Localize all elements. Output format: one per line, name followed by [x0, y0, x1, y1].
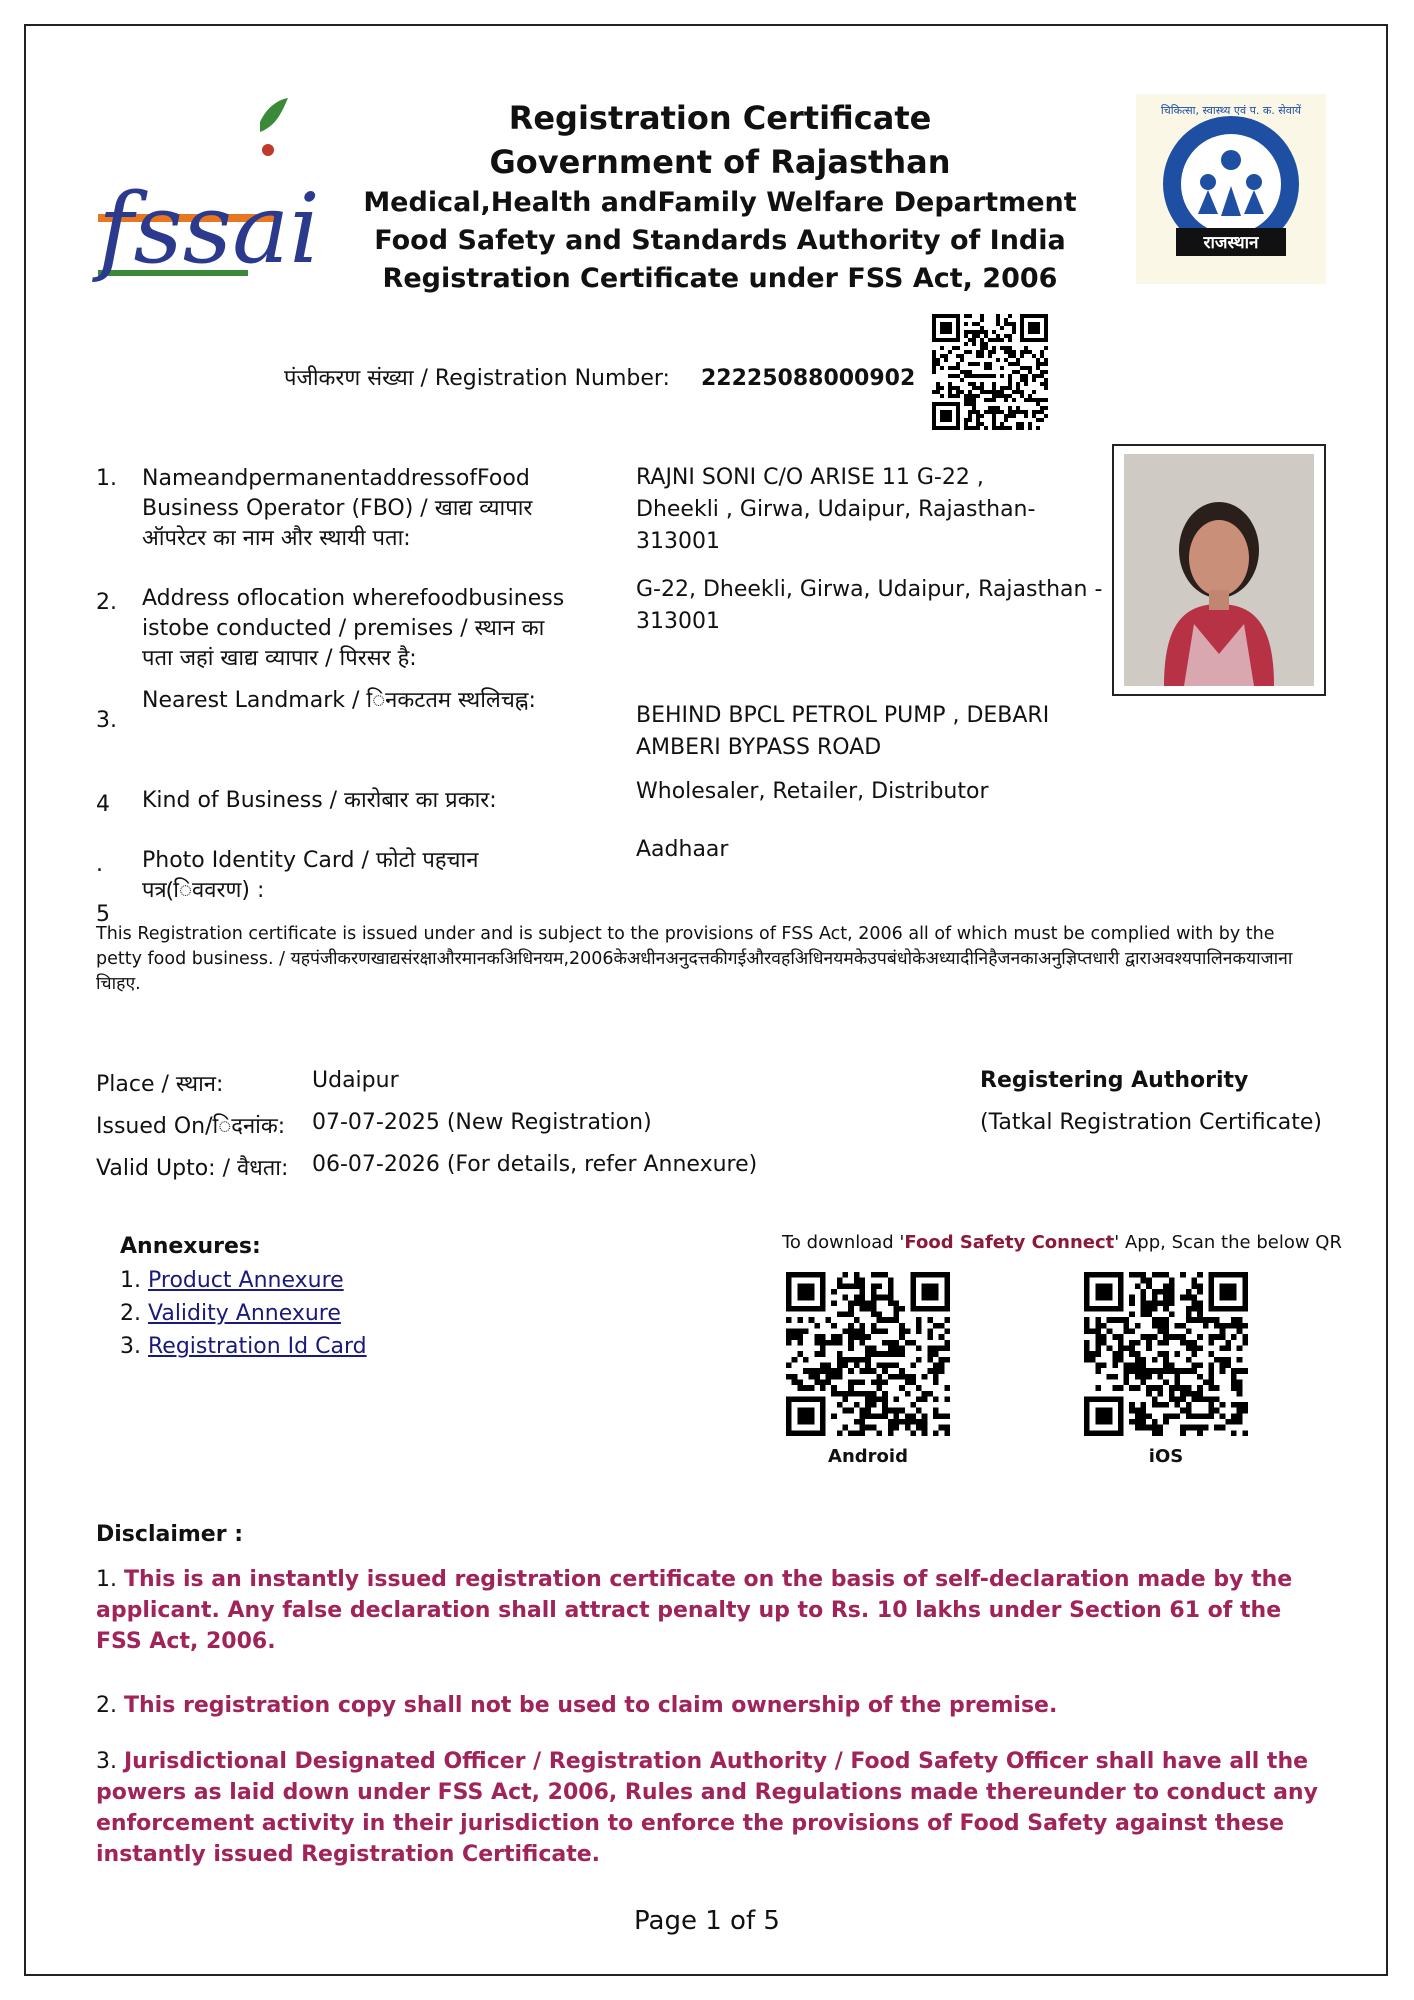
field-number: .: [96, 852, 103, 877]
field-number: 5: [96, 902, 110, 927]
applicant-photo: [1112, 444, 1326, 696]
field-value-premises: G-22, Dheekli, Girwa, Udaipur, Rajasthan - 313001: [636, 577, 1103, 634]
certificate-border: [24, 24, 1388, 1976]
annexure-item: [120, 1334, 367, 1359]
disclaimer-number: 2.: [96, 1693, 117, 1718]
android-label: Android: [828, 1446, 908, 1467]
field-label-photo-id: Photo Identity Card / फोटो पहचान पत्र(िववरण) :: [142, 848, 479, 903]
disclaimer-number: 1.: [96, 1567, 117, 1592]
disclaimer-number: 3.: [96, 1749, 117, 1774]
field-number: 4: [96, 792, 110, 817]
disclaimer-text: Jurisdictional Designated Officer / Registration Authority / Food Safety Officer shall have all the powers as laid down under FSS Act, 2006, Rules and Regulations made thereunder to conduct any enforcement activity in their jurisdiction to enforce the provisions of Food Safety against these instantly issued Registration Certificate.: [96, 1749, 1318, 1867]
field-value-landmark: BEHIND BPCL PETROL PUMP , DEBARI AMBERI BYPASS ROAD: [636, 703, 1050, 760]
field-number: 1.: [96, 466, 117, 491]
disclaimer-text: This is an instantly issued registration certificate on the basis of self-declaration made by the applicant. Any false declaration shall attract penalty up to Rs. 10 lakhs under Section 61 of the FSS Act, 2006.: [96, 1567, 1293, 1654]
field-value-photo-id: Aadhaar: [636, 837, 729, 862]
header-block: [340, 96, 1100, 298]
registration-number: 22225088000902: [700, 366, 916, 391]
header-government: Government of Rajasthan: [489, 143, 951, 181]
emblem-label: राजस्थान: [1203, 233, 1259, 253]
page-number: Page 1 of 5: [634, 1906, 780, 1936]
app-download-note: To download 'Food Safety Connect' App, Scan the below QR: [782, 1232, 1342, 1253]
valid-value: 06-07-2026 (For details, refer Annexure): [312, 1152, 758, 1177]
field-label-business-kind: Kind of Business / कारोबार का प्रकार:: [142, 788, 497, 813]
field-value-fbo-name: RAJNI SONI C/O ARISE 11 G-22 , Dheekli , Girwa, Udaipur, Rajasthan-313001: [636, 465, 1036, 554]
issued-label: Issued On/िदनांक:: [96, 1114, 286, 1139]
validity-annexure-link[interactable]: Validity Annexure: [148, 1301, 341, 1326]
header-authority: Food Safety and Standards Authority of India: [374, 225, 1066, 256]
annexure-item: [120, 1268, 344, 1293]
android-qr-code: [786, 1272, 950, 1436]
fssai-logo: [92, 92, 320, 292]
registering-authority: Registering Authority: [980, 1068, 1249, 1093]
disclaimer-text: This registration copy shall not be used to claim ownership of the premise.: [124, 1693, 1058, 1718]
valid-label: Valid Upto: / वैधता:: [96, 1156, 289, 1181]
header-department: Medical,Health andFamily Welfare Department: [363, 187, 1077, 218]
field-value-business-kind: Wholesaler, Retailer, Distributor: [636, 779, 989, 804]
field-label-landmark: Nearest Landmark / िनकटतम स्थलिचह्न:: [142, 688, 536, 713]
field-number: 3.: [96, 708, 117, 733]
field-label-fbo-name: NameandpermanentaddressofFood Business Operator (FBO) / खाद्य व्यापार ऑपरेटर का नाम और स्थायी पता:: [142, 466, 533, 551]
legal-notice: This Registration certificate is issued under and is subject to the provisions of FSS Act, 2006 all of which must be complied with by the petty food business. / यहपंजीकरणखाद्यसंरक्षाऔरमानकअिधिनयम,2006केअधीनअनुदत्तकीगईऔरवहअिधिनयमकेउपबंधोकेअध्यादीनिहैजनकाअनुज्ञिप्तधारी द्वाराअवश्यपालिनकयाजाना चािहए.: [96, 924, 1293, 994]
app-name: Food Safety Connect: [904, 1232, 1115, 1253]
annexure-number: 1.: [120, 1268, 141, 1293]
annexure-number: 2.: [120, 1301, 141, 1326]
disclaimer-title: Disclaimer :: [96, 1522, 244, 1547]
registration-type: (Tatkal Registration Certificate): [980, 1110, 1322, 1135]
ios-label: iOS: [1148, 1446, 1184, 1467]
emblem-arc-text: चिकित्सा, स्वास्थ्य एवं प. क. सेवायें: [1160, 104, 1302, 117]
disclaimer-item: [96, 1746, 1326, 1870]
header-title: Registration Certificate: [508, 99, 932, 137]
field-label-premises: Address oflocation wherefoodbusiness istobe conducted / premises / स्थान का पता जहां खाद्य व्यापार / पिरसर है:: [142, 586, 565, 671]
disclaimer-item: [96, 1690, 1326, 1721]
ios-qr-code: [1084, 1272, 1248, 1436]
registration-number-label: पंजीकरण संख्या / Registration Number:: [284, 366, 670, 391]
place-value: Udaipur: [312, 1068, 399, 1093]
registration-number-row: [284, 362, 915, 392]
registration-qr-code: [932, 314, 1048, 430]
fssai-logo-text: fssai: [98, 173, 320, 285]
rajasthan-emblem: [1136, 94, 1326, 284]
annexures-title: Annexures:: [120, 1234, 261, 1259]
field-number: 2.: [96, 590, 117, 615]
header-act: Registration Certificate under FSS Act, 2006: [382, 263, 1058, 294]
annexure-item: [120, 1301, 341, 1326]
registration-id-card-link[interactable]: Registration Id Card: [148, 1334, 367, 1359]
disclaimer-item: [96, 1564, 1326, 1657]
product-annexure-link[interactable]: Product Annexure: [148, 1268, 344, 1293]
place-label: Place / स्थान:: [96, 1072, 224, 1097]
annexure-number: 3.: [120, 1334, 141, 1359]
issued-value: 07-07-2025 (New Registration): [312, 1110, 652, 1135]
